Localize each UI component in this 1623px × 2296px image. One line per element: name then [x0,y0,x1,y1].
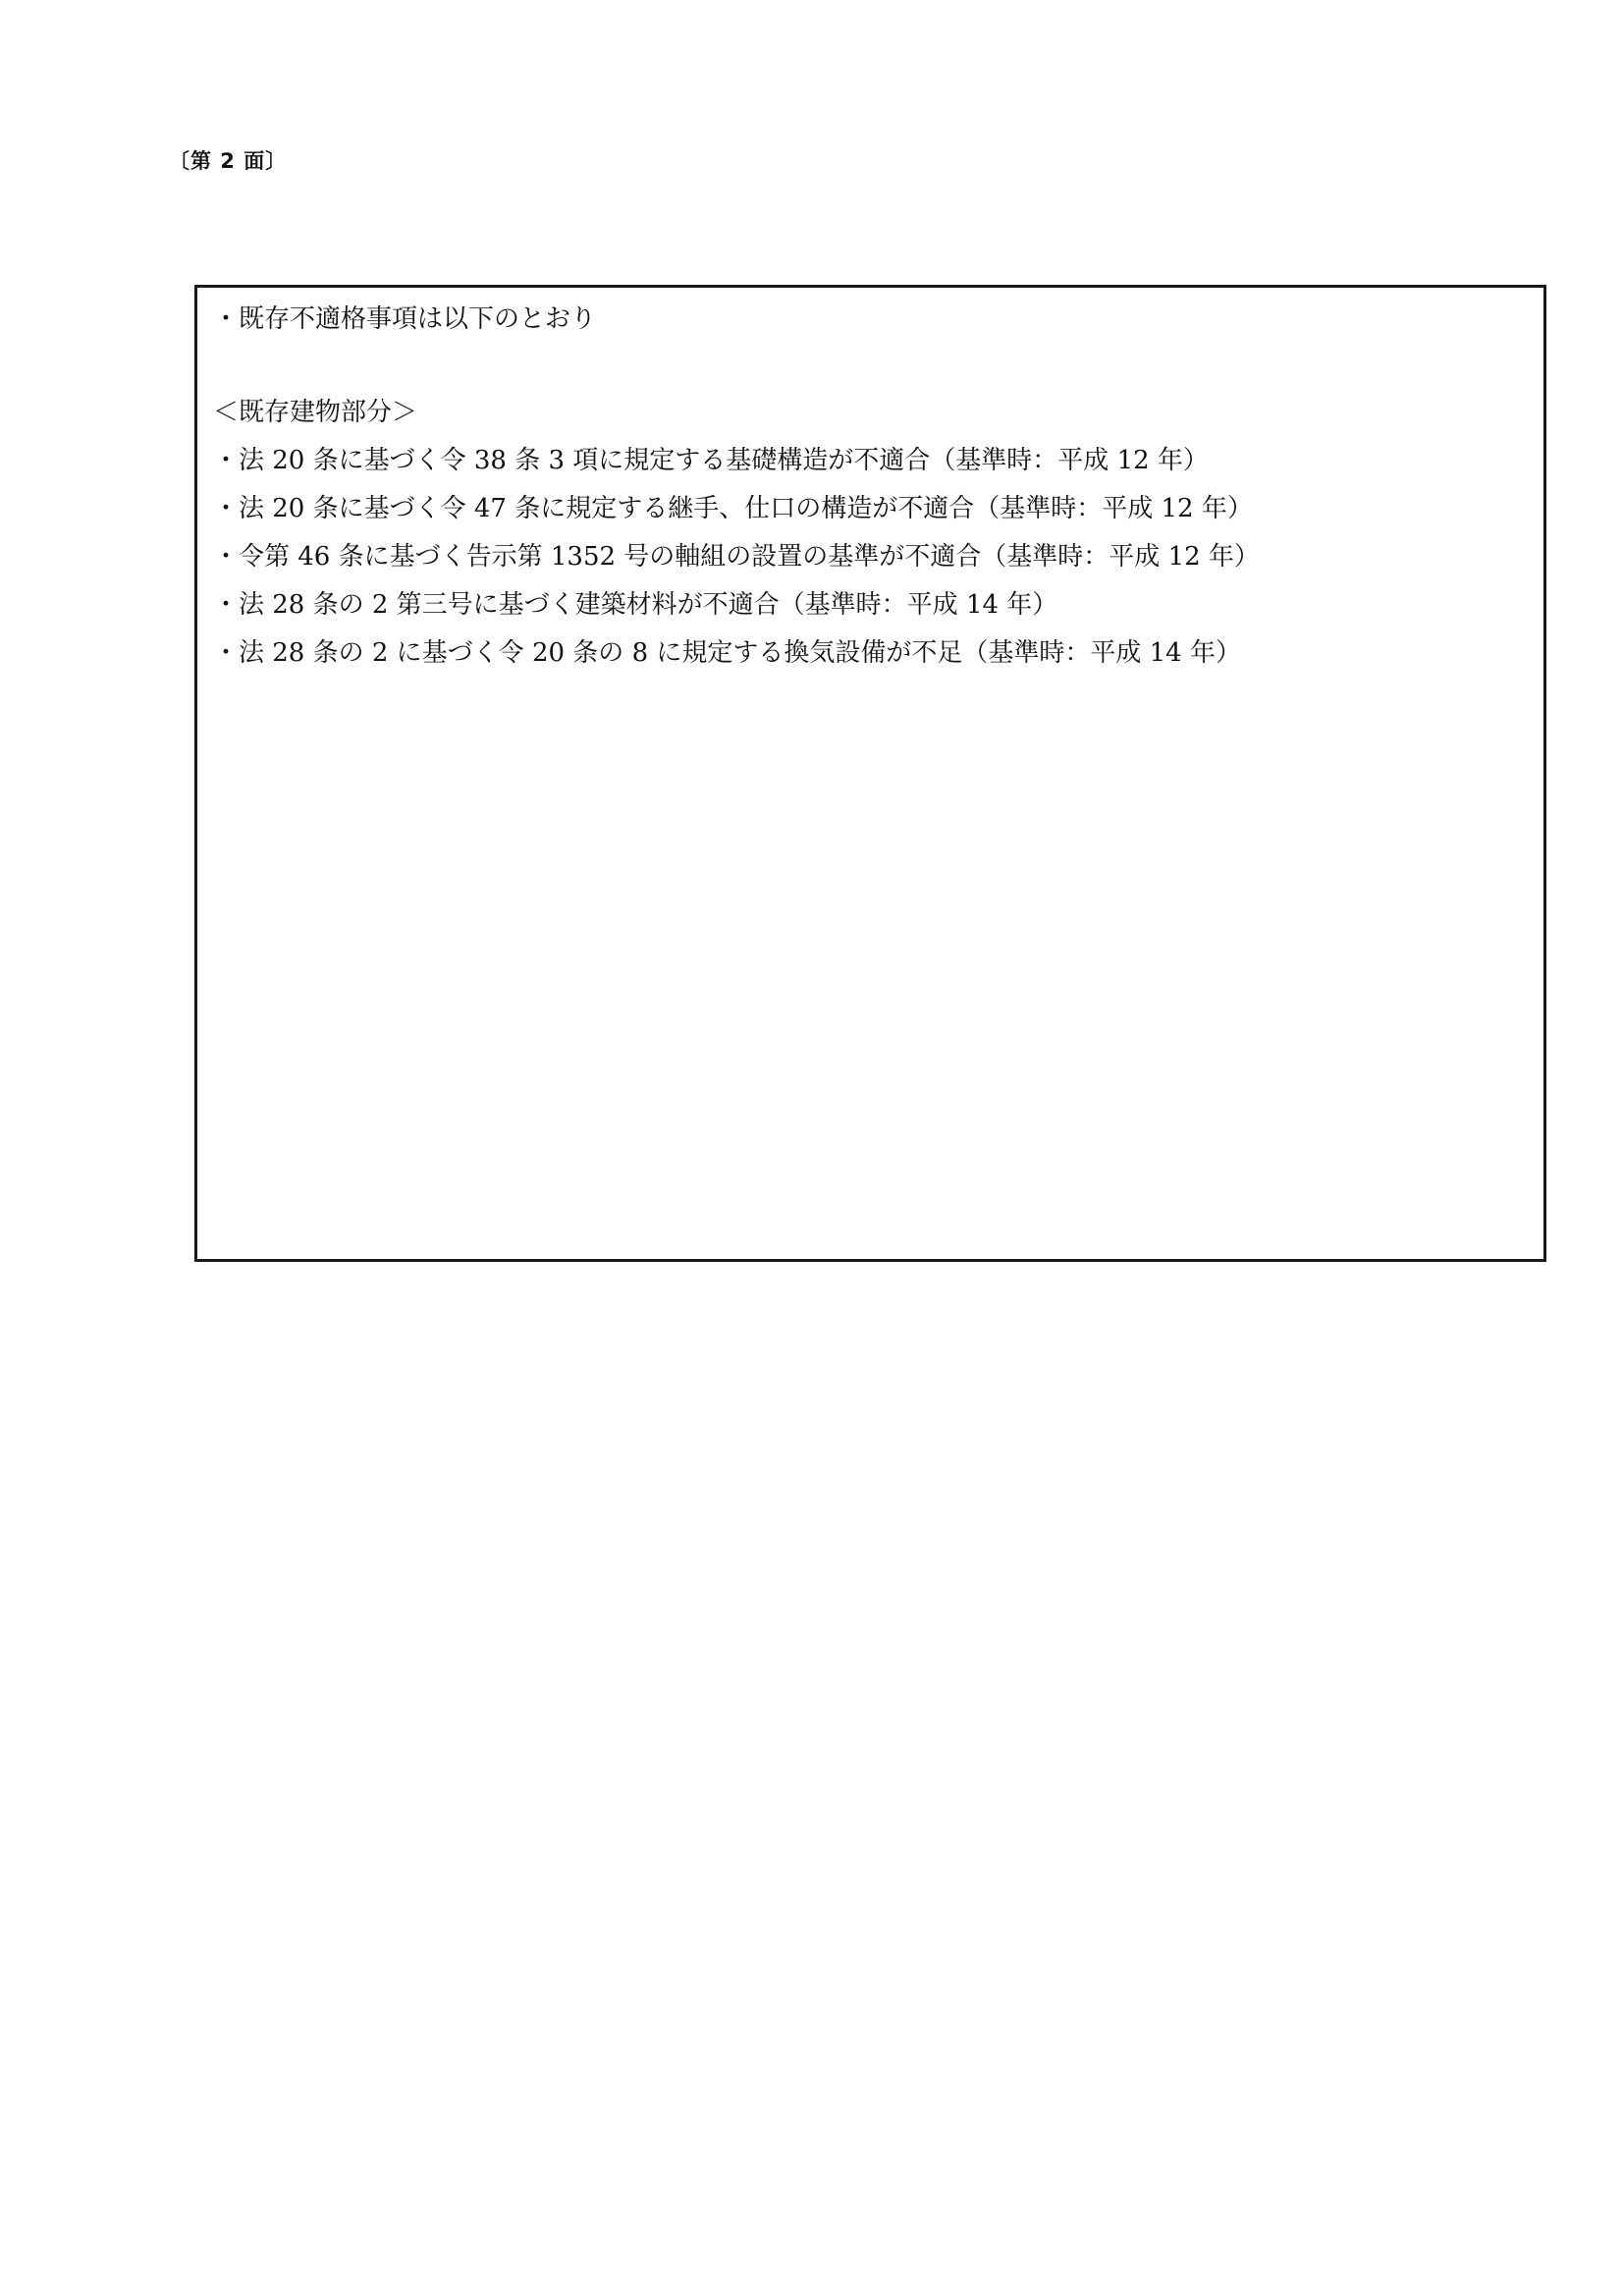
list-item: ・法 20 条に基づく令 47 条に規定する継手、仕口の構造が不適合（基準時：平成 12 年） [213,494,1253,523]
list-item: ・法 20 条に基づく令 38 条 3 項に規定する基礎構造が不適合（基準時：平成 12 年） [213,446,1209,475]
section-heading: ＜既存建物部分＞ [213,398,418,427]
nonconformity-box [194,285,1546,1262]
list-item: ・法 28 条の 2 に基づく令 20 条の 8 に規定する換気設備が不足（基準時：平成 14 年） [213,638,1241,668]
list-item: ・法 28 条の 2 第三号に基づく建築材料が不適合（基準時：平成 14 年） [213,590,1058,620]
intro-line: ・既存不適格事項は以下のとおり [213,304,597,334]
page-number-label: 〔第 2 面〕 [169,149,288,173]
list-item: ・令第 46 条に基づく告示第 1352 号の軸組の設置の基準が不適合（基準時：平成 12 年） [213,542,1260,572]
